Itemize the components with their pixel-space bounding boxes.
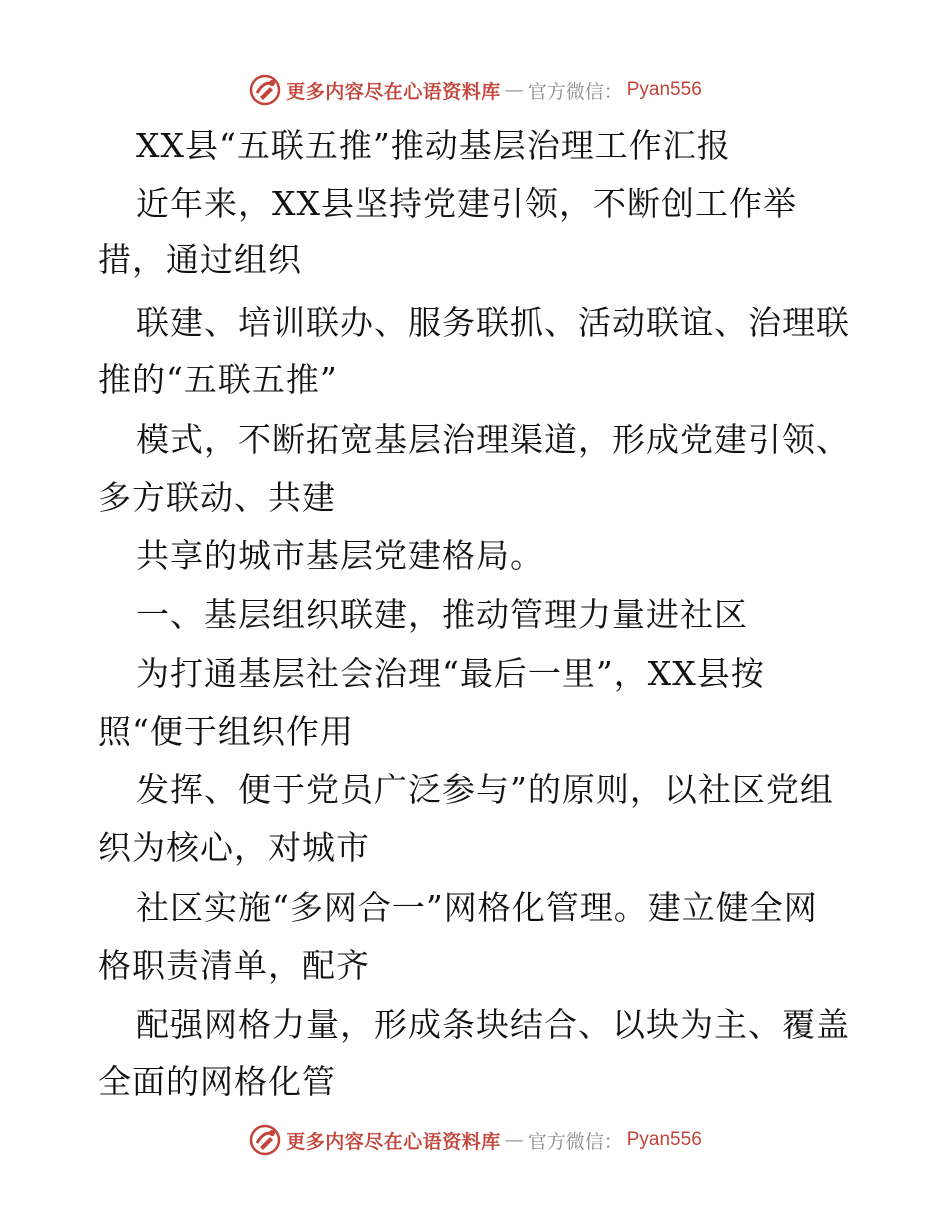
watermark-separator: — [504,1129,524,1151]
paragraph-line: 措，通过组织 [98,240,302,279]
paragraph-line: 全面的网格化管 [98,1062,336,1101]
watermark-label: 官方微信： [527,1130,623,1153]
watermark-wechat-id: Pyan556 [626,1129,702,1150]
paragraph-line: 社区实施“多网合一”网格化管理。建立健全网 [136,888,818,927]
paragraph-line: 多方联动、共建 [98,478,336,517]
paragraph-line: 为打通基层社会治理“最后一里”，XX县按 [136,654,765,693]
paragraph-line: 织为核心，对城市 [98,828,370,867]
paragraph-line: 格职责清单，配齐 [98,946,370,985]
paragraph-line: 模式，不断拓宽基层治理渠道，形成党建引领、 [136,420,850,459]
footer-watermark [0,1120,950,1160]
watermark-label: 官方微信： [527,80,623,103]
watermark-wechat-id: Pyan556 [626,79,702,100]
paragraph-line: 近年来，XX县坚持党建引领，不断创工作举 [136,184,797,223]
paragraph-line: 联建、培训联办、服务联抓、活动联谊、治理联 [136,303,850,342]
paragraph-line: 共享的城市基层党建格局。 [136,536,544,575]
brand-logo-icon [248,73,282,107]
watermark-text: 更多内容尽在心语资料库 [286,80,501,103]
paragraph-line: 发挥、便于党员广泛参与”的原则，以社区党组 [136,770,834,809]
watermark-separator: — [504,79,524,101]
paragraph-line: 照“便于组织作用 [98,712,354,751]
paragraph-line: 配强网格力量，形成条块结合、以块为主、覆盖 [136,1005,850,1044]
watermark-text: 更多内容尽在心语资料库 [286,1130,501,1153]
header-watermark [0,70,950,110]
paragraph-line: 推的“五联五推” [98,360,338,399]
document-title: XX县“五联五推”推动基层治理工作汇报 [136,126,731,165]
brand-logo-icon [248,1123,282,1157]
section-heading: 一、基层组织联建，推动管理力量进社区 [136,595,748,634]
